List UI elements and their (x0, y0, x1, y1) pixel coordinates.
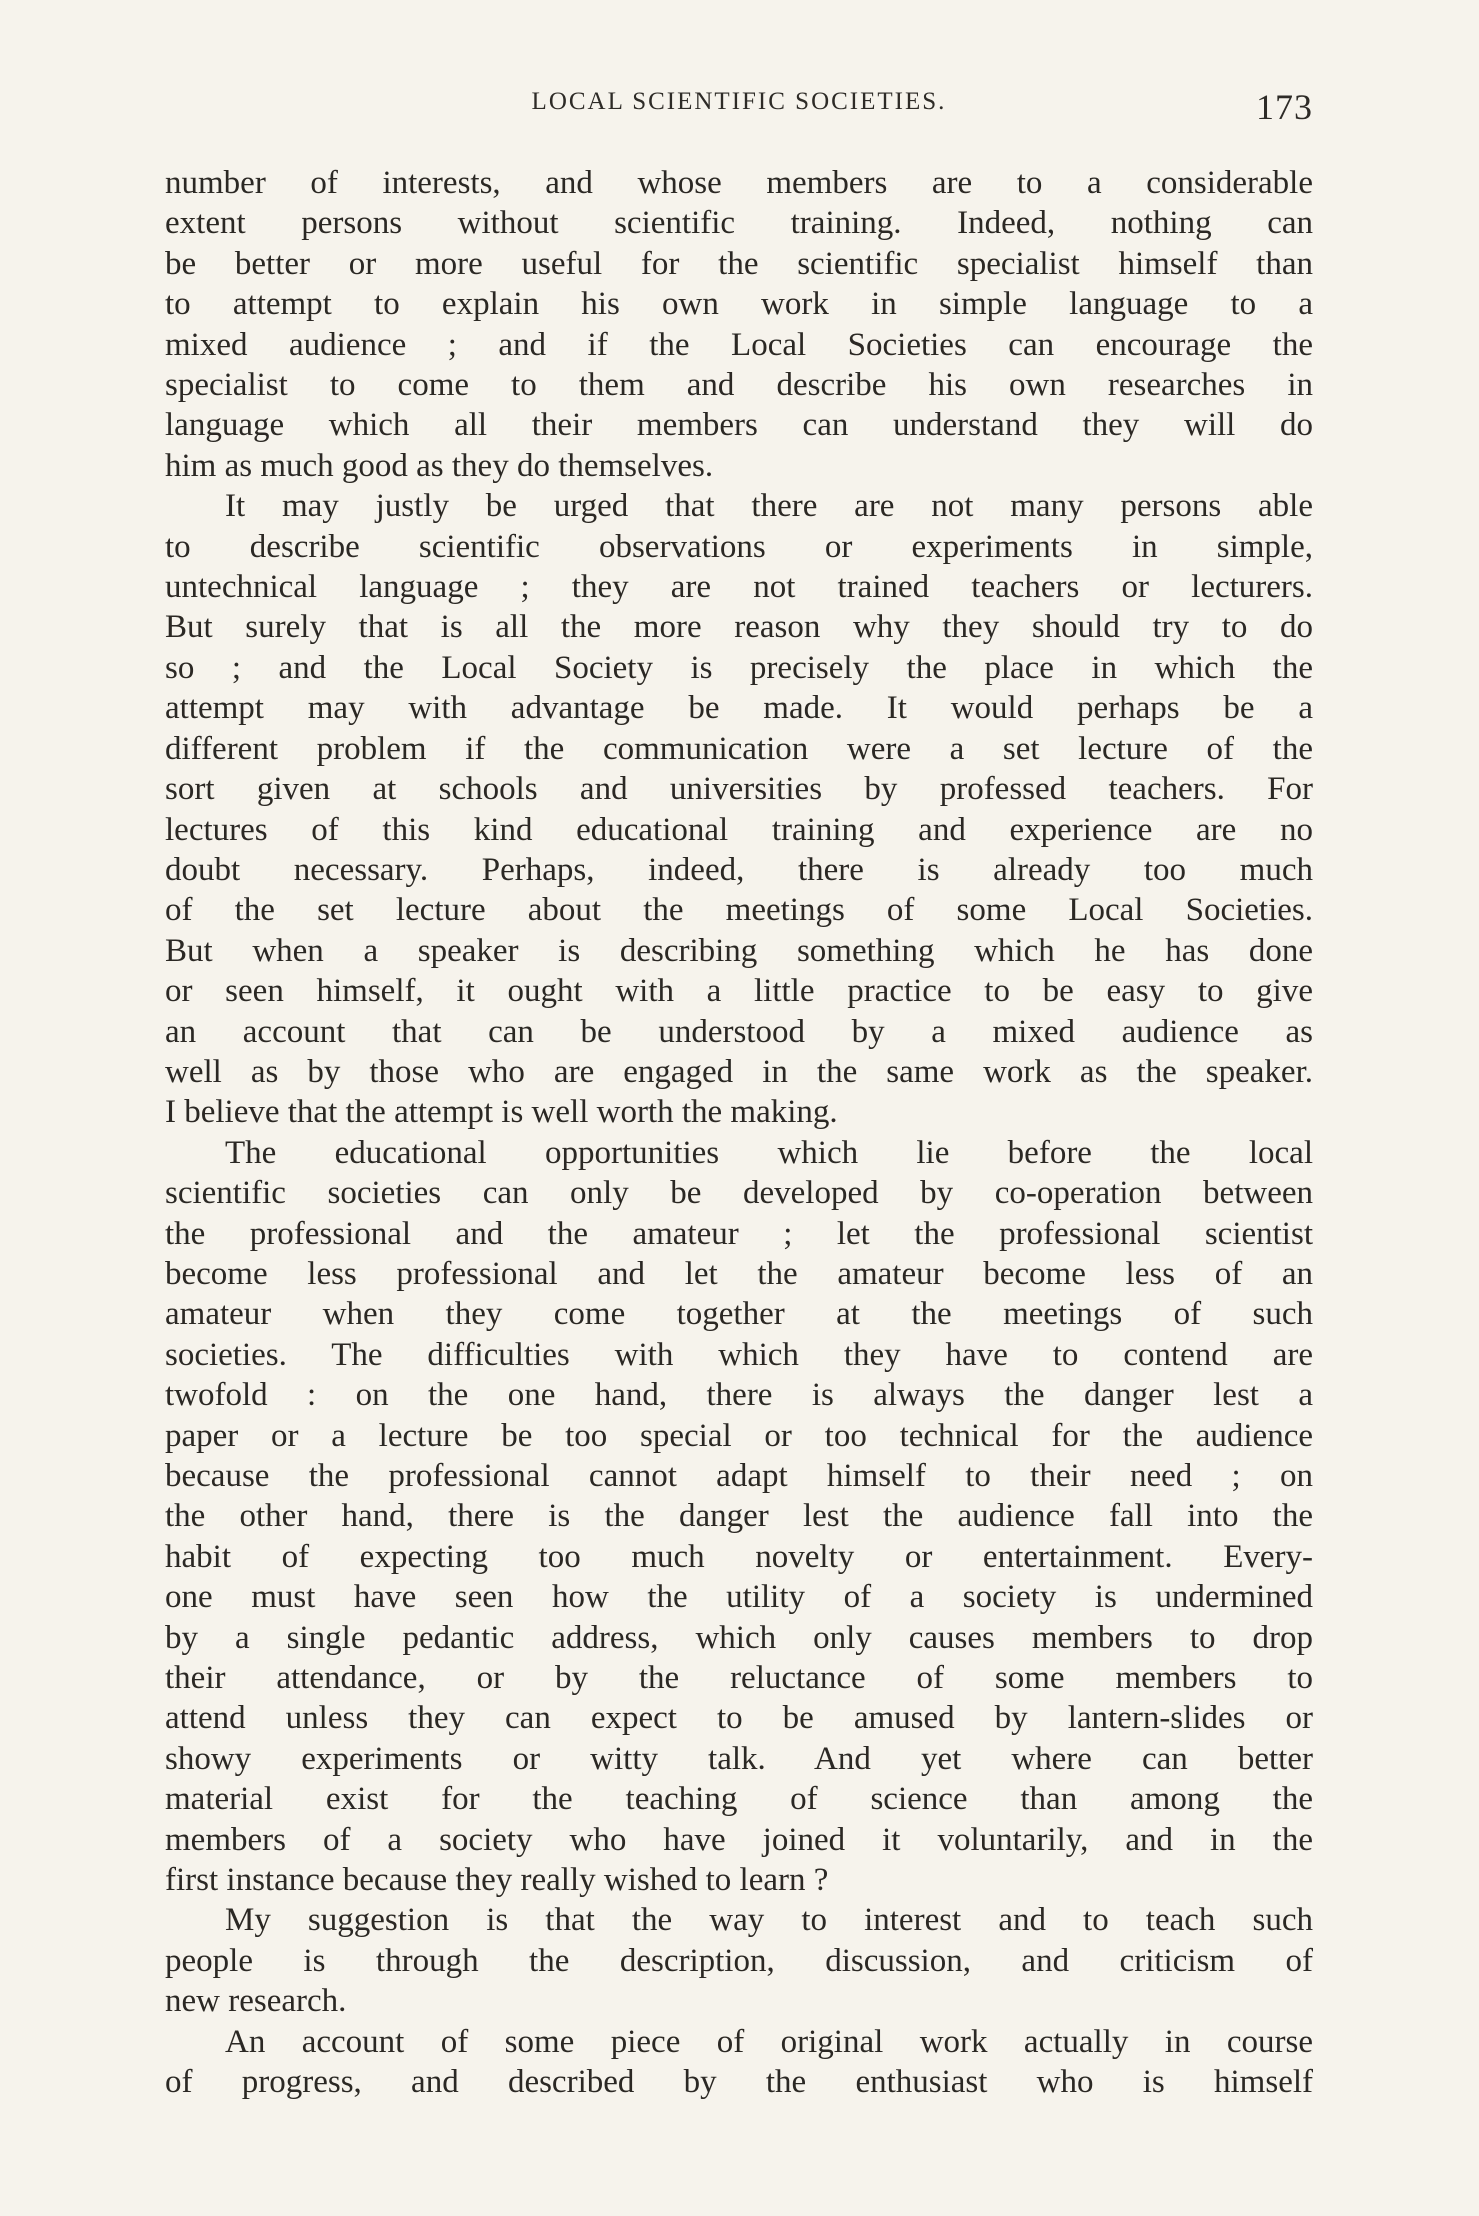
text-line: of the set lecture about the meetings of some Local Societies. (165, 892, 1313, 929)
text-line: amateur when they come together at the meetings of such (165, 1296, 1313, 1333)
text-line: language which all their members can understand they will do (165, 407, 1313, 444)
text-line: to describe scientific observations or experiments in simple, (165, 528, 1313, 565)
text-line: become less professional and let the amateur become less of an (165, 1255, 1313, 1292)
text-line: My suggestion is that the way to interest and to teach such (225, 1902, 1313, 1939)
text-line: specialist to come to them and describe his own researches in (165, 367, 1313, 404)
text-line: different problem if the communication were a set lecture of the (165, 730, 1313, 767)
text-line: untechnical language ; they are not trained teachers or lecturers. (165, 569, 1313, 606)
text-line: him as much good as they do themselves. (165, 447, 714, 484)
text-line: the other hand, there is the danger lest the audience fall into the (165, 1498, 1313, 1535)
running-title: LOCAL SCIENTIFIC SOCIETIES. (531, 88, 947, 115)
text-line: But surely that is all the more reason why they should try to do (165, 609, 1313, 646)
text-line: because the professional cannot adapt himself to their need ; on (165, 1458, 1313, 1494)
text-line: attend unless they can expect to be amused by lantern-slides or (165, 1700, 1313, 1737)
text-line: first instance because they really wished to learn ? (165, 1862, 829, 1899)
body-text (165, 163, 1313, 2103)
text-line: material exist for the teaching of science than among the (165, 1781, 1313, 1818)
text-line: their attendance, or by the reluctance of some members to (165, 1660, 1313, 1697)
text-line: number of interests, and whose members are to a considerable (165, 165, 1313, 201)
text-line: people is through the description, discussion, and criticism of (165, 1942, 1313, 1979)
text-line: scientific societies can only be developed by co-operation between (165, 1175, 1313, 1212)
paragraph (165, 1900, 1313, 2021)
text-line: the professional and the amateur ; let the professional scientist (165, 1215, 1313, 1252)
paragraph (165, 163, 1313, 486)
text-line: of progress, and described by the enthusiast who is himself (165, 2064, 1313, 2101)
text-line: new research. (165, 1983, 347, 2020)
text-line: showy experiments or witty talk. And yet where can better (165, 1740, 1313, 1777)
text-line: one must have seen how the utility of a society is undermined (165, 1579, 1313, 1616)
text-line: so ; and the Local Society is precisely the place in which the (165, 649, 1313, 686)
running-head (165, 84, 1313, 127)
text-line: paper or a lecture be too special or too technical for the audience (165, 1417, 1313, 1454)
text-line: But when a speaker is describing something which he has done (165, 932, 1313, 969)
text-line: doubt necessary. Perhaps, indeed, there is already too much (165, 851, 1313, 888)
text-line: mixed audience ; and if the Local Societies can encourage the (165, 326, 1313, 363)
text-line: habit of expecting too much novelty or entertainment. Every- (165, 1538, 1313, 1575)
text-line: well as by those who are engaged in the same work as the speaker. (165, 1053, 1313, 1090)
text-line: be better or more useful for the scientific specialist himself than (165, 245, 1313, 282)
text-line: sort given at schools and universities by professed teachers. For (165, 771, 1313, 808)
text-line: The educational opportunities which lie before the local (225, 1134, 1313, 1171)
text-line: attempt may with advantage be made. It would perhaps be a (165, 690, 1313, 727)
text-line: lectures of this kind educational training and experience are no (165, 811, 1313, 848)
text-line: societies. The difficulties with which they have to contend are (165, 1336, 1313, 1373)
text-line: or seen himself, it ought with a little practice to be easy to give (165, 973, 1313, 1010)
text-line: I believe that the attempt is well worth the making. (165, 1094, 838, 1131)
page-number: 173 (1256, 87, 1313, 127)
text-line: twofold : on the one hand, there is always the danger lest a (165, 1377, 1313, 1414)
paragraph (165, 486, 1313, 1133)
text-line: to attempt to explain his own work in simple language to a (165, 286, 1313, 323)
paragraph (165, 2022, 1313, 2103)
text-line: an account that can be understood by a mixed audience as (165, 1013, 1313, 1050)
text-line: extent persons without scientific training. Indeed, nothing can (165, 205, 1313, 242)
text-line: members of a society who have joined it voluntarily, and in the (165, 1821, 1313, 1858)
text-line: It may justly be urged that there are not many persons able (225, 488, 1313, 525)
text-line: by a single pedantic address, which only causes members to drop (165, 1619, 1313, 1656)
text-line: An account of some piece of original work actually in course (225, 2023, 1313, 2060)
paragraph (165, 1133, 1313, 1901)
